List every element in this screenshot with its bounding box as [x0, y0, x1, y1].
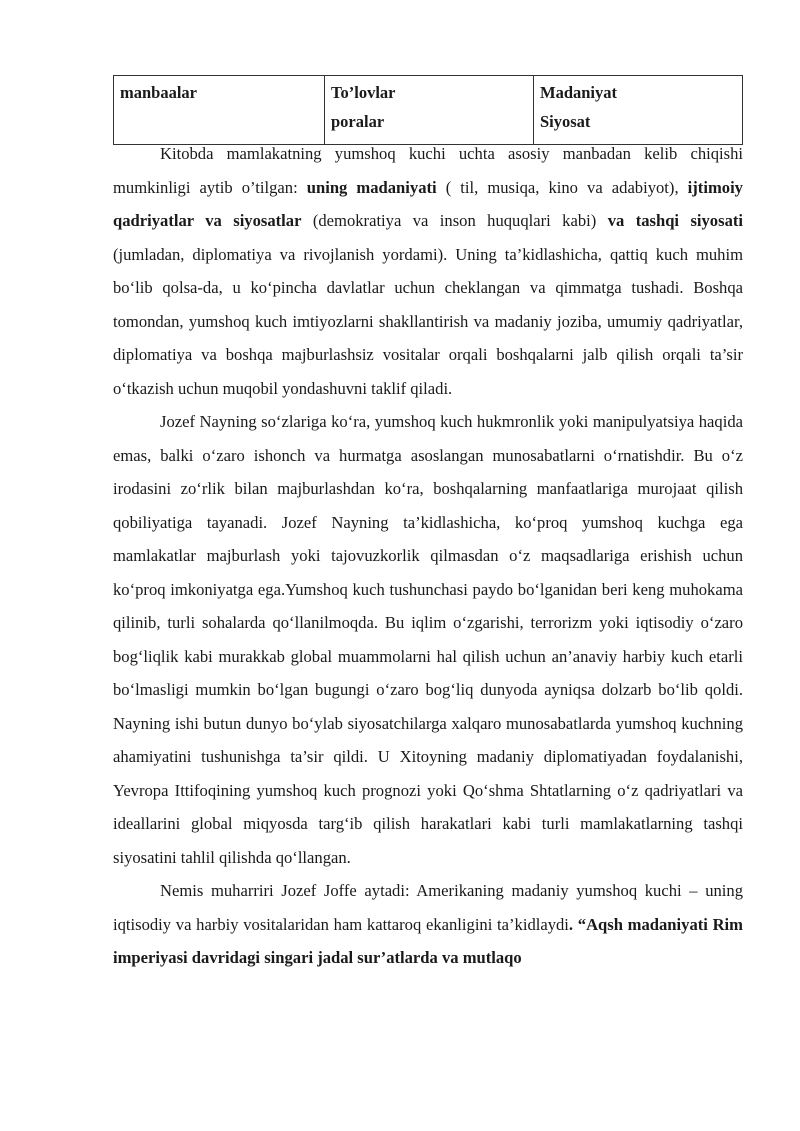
text-run: ( til, musiqa, kino va adabiyot),	[436, 177, 688, 197]
cell-text: Madaniyat	[540, 83, 618, 102]
cell-text: To’lovlar	[331, 83, 396, 102]
text-run: Kitobda mamlakatning yumshoq kuchi uchta asosiy manbadan kelib chiqishi mumkinligi aytib o’tilgan:	[113, 144, 743, 197]
cell-text: poralar	[331, 112, 385, 131]
table-cell-culture-policy	[534, 76, 743, 145]
text-run: Jozef Nayning so‘zlariga ko‘ra, yumshoq kuch hukmronlik yoki manipulyatsiya haqida emas, balki o‘zaro ishonch va hurmatga asoslangan munosabatlarni o‘rnatishdir. Bu o‘z irodasini zo‘rlik bilan majburlashdan ko‘ra, boshqalarning manfaatlariga murojaat qilish qobiliyatiga tayanadi. Jozef Nayning ta’kidlashicha, ko‘proq yumshoq kuchga ega mamlakatlar majburlash yoki tajovuzkorlik qilmasdan o‘z maqsadlariga erishish uchun ko‘proq imkoniyatga ega.Yumshoq kuch tushunchasi paydo bo‘lganidan beri keng muhokama qilinib, turli sohalarda qo‘llanilmoqda. Bu iqlim o‘zgarishi, terrorizm yoki iqtisodiy o‘zaro bog‘liqlik kabi murakkab global muammolarni hal qilish uchun an’anaviy harbiy kuch etarli bo‘lmasligi mumkin bo‘lgan bugungi o‘zaro bog‘liq dunyoda ayniqsa dolzarb bo‘lib qoldi. Nayning ishi butun dunyo bo‘ylab siyosatchilarga xalqaro munosabatlarda yumshoq kuchning ahamiyatini tushunishga ta’sir qildi. U Xitoyning madaniy diplomatiyadan foydalanishi, Yevropa Ittifoqining yumshoq kuch prognozi yoki Qo‘shma Shtatlarning o‘z qadriyatlari va ideallarini global miqyosda targ‘ib qilish harakatlari kabi turli mamlakatlarning tashqi siyosatini tahlil qilishda qo‘llangan.	[113, 412, 743, 867]
bold-text-run: . “Aqsh madaniyati Rim imperiyasi davridagi singari jadal sur’atlarda va mutlaqo	[113, 914, 743, 967]
bold-text-run: ijtimoiy qadriyatlar va siyosatlar	[113, 177, 743, 230]
body-text	[113, 137, 743, 975]
paragraph-3	[113, 874, 743, 975]
table-cell-payments	[325, 76, 534, 145]
bold-text-run: uning madaniyati	[306, 177, 437, 197]
text-run: (jumladan, diplomatiya va rivojlanish yordami). Uning ta’kidlashicha, qattiq kuch muhim bo‘lib qolsa-da, u ko‘pincha davlatlar uchun cheklangan va qimmatga tushadi. Boshqa tomondan, yumshoq kuch imtiyozlarni shakllantirish va madaniy joziba, umumiy qadriyatlar, diplomatiya va boshqa majburlashsiz vositalar orqali boshqalarni jalb qilish orqali ta’sir o‘tkazish uchun muqobil yondashuvni taklif qiladi.	[113, 244, 743, 398]
paragraph-2	[113, 405, 743, 874]
table-cell-sources	[114, 76, 325, 145]
text-run: Nemis muharriri Jozef Joffe aytadi: Amerikaning madaniy yumshoq kuchi – uning iqtisodiy va harbiy vositalaridan ham kattaroq ekanligini ta’kidlaydi	[113, 881, 743, 934]
text-run: (demokratiya va inson huquqlari kabi)	[301, 211, 608, 230]
sources-table	[113, 75, 743, 145]
table-row	[114, 76, 743, 145]
paragraph-1	[113, 137, 743, 405]
cell-text: manbaalar	[120, 83, 198, 102]
cell-text: Siyosat	[540, 112, 591, 131]
bold-text-run: va tashqi siyosati	[607, 211, 743, 230]
